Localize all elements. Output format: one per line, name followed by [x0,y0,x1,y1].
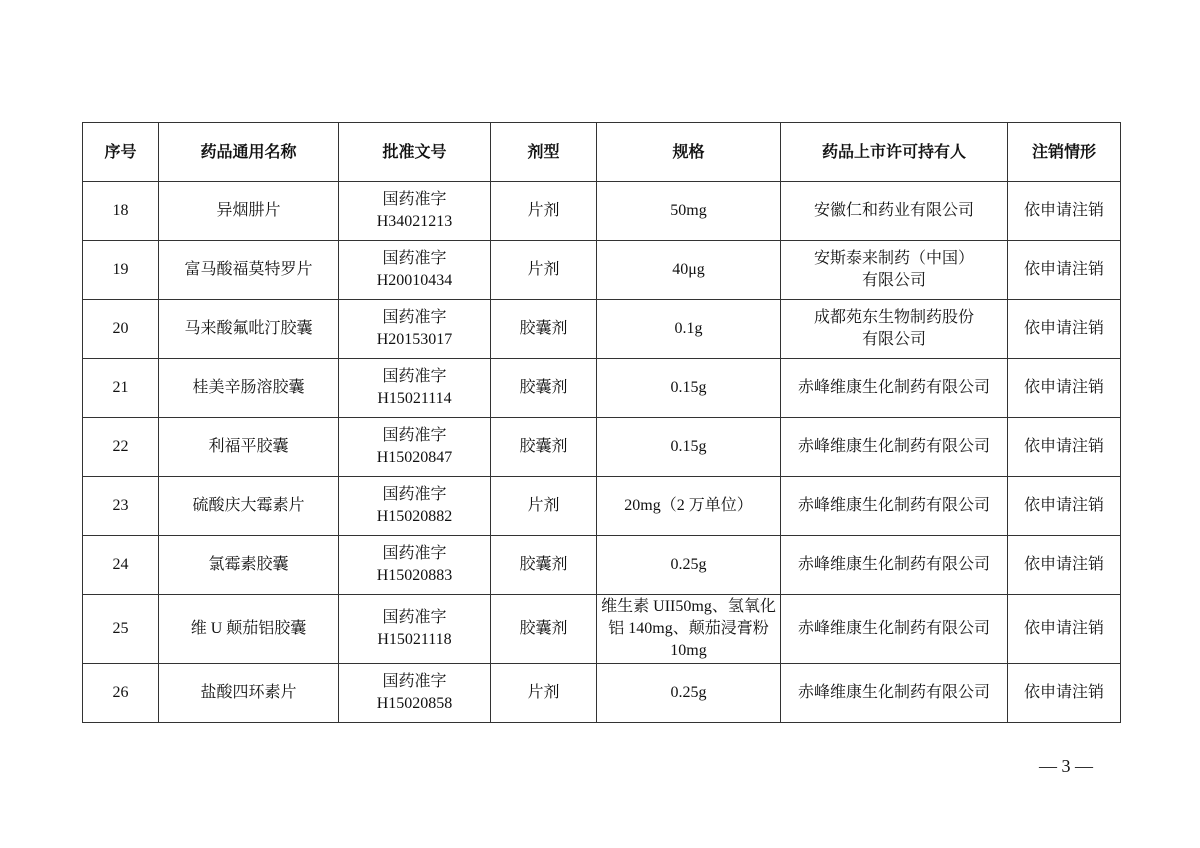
cell-cancellation-status: 依申请注销 [1008,477,1121,536]
cell-approval-number-line: 国药准字 [382,486,447,503]
header-row [83,123,1121,182]
cell-specification-line: 50mg [670,202,707,219]
cell-license-holder-line: 安斯泰来制药（中国） [813,250,974,267]
table-row [83,477,1121,536]
table-row [83,241,1121,300]
table-header [83,123,1121,182]
cell-specification-line: 0.1g [674,320,703,337]
cell-specification [597,477,781,536]
table-row [83,595,1121,664]
cell-approval-number [339,536,491,595]
cell-license-holder-line: 赤峰维康生化制药有限公司 [797,438,990,455]
cell-drug-name: 桂美辛肠溶胶囊 [159,359,339,418]
table-row [83,418,1121,477]
cell-specification-line: 0.25g [670,556,707,573]
cell-specification [597,359,781,418]
header-cell-spec: 规格 [597,123,781,182]
cell-no: 22 [83,418,159,477]
cell-dosage-form: 胶囊剂 [491,300,597,359]
cell-specification [597,241,781,300]
cell-approval-number-line: H15020882 [376,508,453,525]
cell-specification-line: 铝 140mg、颠茄浸膏粉 [608,620,769,637]
cell-specification-line: 20mg（2 万单位） [624,497,753,514]
cell-approval-number-line: H34021213 [376,213,453,230]
cell-cancellation-status: 依申请注销 [1008,536,1121,595]
table-row [83,300,1121,359]
cell-dosage-form: 胶囊剂 [491,536,597,595]
cell-cancellation-status: 依申请注销 [1008,664,1121,723]
cell-approval-number [339,477,491,536]
cell-drug-name: 利福平胶囊 [159,418,339,477]
cell-drug-name: 硫酸庆大霉素片 [159,477,339,536]
cell-approval-number [339,182,491,241]
cell-specification-line: 10mg [670,642,707,659]
table-row [83,182,1121,241]
cell-drug-name: 富马酸福莫特罗片 [159,241,339,300]
header-cell-approval: 批准文号 [339,123,491,182]
table-row [83,359,1121,418]
cell-license-holder-line: 安徽仁和药业有限公司 [813,202,974,219]
cell-approval-number [339,359,491,418]
cell-license-holder-line: 赤峰维康生化制药有限公司 [797,379,990,396]
cell-specification [597,418,781,477]
header-cell-holder: 药品上市许可持有人 [781,123,1008,182]
cell-specification-line: 0.15g [670,379,707,396]
cell-approval-number-line: 国药准字 [382,673,447,690]
cell-license-holder [781,359,1008,418]
cell-cancellation-status: 依申请注销 [1008,418,1121,477]
cell-approval-number-line: H15021114 [377,390,452,407]
cell-license-holder [781,182,1008,241]
cell-no: 18 [83,182,159,241]
cell-approval-number-line: H15021118 [377,631,452,648]
cell-drug-name: 马来酸氟吡汀胶囊 [159,300,339,359]
cell-license-holder-line: 成都苑东生物制药股份 [813,309,974,326]
cell-cancellation-status: 依申请注销 [1008,241,1121,300]
cell-specification [597,536,781,595]
cell-drug-name: 盐酸四环素片 [159,664,339,723]
cell-license-holder [781,664,1008,723]
cell-no: 25 [83,595,159,664]
header-cell-name: 药品通用名称 [159,123,339,182]
cell-specification-line: 维生素 UII50mg、氢氧化 [601,598,776,615]
cell-license-holder-line: 赤峰维康生化制药有限公司 [797,556,990,573]
drug-cancellation-table [82,122,1121,723]
cell-approval-number-line: H15020847 [376,449,453,466]
header-cell-form: 剂型 [491,123,597,182]
cell-license-holder-line: 赤峰维康生化制药有限公司 [797,620,990,637]
cell-approval-number-line: H20010434 [376,272,453,289]
cell-dosage-form: 胶囊剂 [491,359,597,418]
cell-no: 23 [83,477,159,536]
cell-approval-number-line: 国药准字 [382,309,447,326]
cell-license-holder [781,477,1008,536]
cell-approval-number-line: 国药准字 [382,427,447,444]
cell-specification-line: 0.25g [670,684,707,701]
cell-approval-number-line: H15020858 [376,695,453,712]
cell-dosage-form: 胶囊剂 [491,595,597,664]
cell-license-holder [781,595,1008,664]
cell-approval-number [339,300,491,359]
cell-license-holder [781,536,1008,595]
header-cell-status: 注销情形 [1008,123,1121,182]
cell-approval-number-line: 国药准字 [382,191,447,208]
cell-drug-name: 维 U 颠茄铝胶囊 [159,595,339,664]
cell-approval-number [339,595,491,664]
cell-approval-number-line: 国药准字 [382,250,447,267]
cell-approval-number [339,241,491,300]
cell-specification-line: 40μg [672,261,705,278]
page-number: — 3 — [1039,756,1093,776]
cell-approval-number [339,664,491,723]
cell-license-holder [781,418,1008,477]
cell-dosage-form: 片剂 [491,182,597,241]
cell-no: 20 [83,300,159,359]
cell-specification [597,595,781,664]
cell-specification [597,300,781,359]
cell-approval-number-line: 国药准字 [382,545,447,562]
cell-specification [597,664,781,723]
cell-license-holder-line: 赤峰维康生化制药有限公司 [797,497,990,514]
cell-specification-line: 0.15g [670,438,707,455]
table-body [83,182,1121,723]
cell-license-holder-line: 赤峰维康生化制药有限公司 [797,684,990,701]
cell-license-holder [781,300,1008,359]
cell-cancellation-status: 依申请注销 [1008,182,1121,241]
cell-approval-number [339,418,491,477]
cell-drug-name: 异烟肼片 [159,182,339,241]
cell-no: 26 [83,664,159,723]
cell-license-holder-line: 有限公司 [861,272,926,289]
header-cell-no: 序号 [83,123,159,182]
cell-no: 19 [83,241,159,300]
cell-license-holder-line: 有限公司 [861,331,926,348]
cell-dosage-form: 片剂 [491,664,597,723]
cell-no: 24 [83,536,159,595]
cell-drug-name: 氯霉素胶囊 [159,536,339,595]
table-row [83,664,1121,723]
cell-cancellation-status: 依申请注销 [1008,300,1121,359]
cell-approval-number-line: 国药准字 [382,609,447,626]
cell-no: 21 [83,359,159,418]
cell-dosage-form: 胶囊剂 [491,418,597,477]
cell-specification [597,182,781,241]
cell-dosage-form: 片剂 [491,477,597,536]
cell-approval-number-line: H20153017 [376,331,453,348]
cell-cancellation-status: 依申请注销 [1008,359,1121,418]
table-row [83,536,1121,595]
cell-dosage-form: 片剂 [491,241,597,300]
cell-approval-number-line: 国药准字 [382,368,447,385]
cell-cancellation-status: 依申请注销 [1008,595,1121,664]
cell-approval-number-line: H15020883 [376,567,453,584]
cell-license-holder [781,241,1008,300]
